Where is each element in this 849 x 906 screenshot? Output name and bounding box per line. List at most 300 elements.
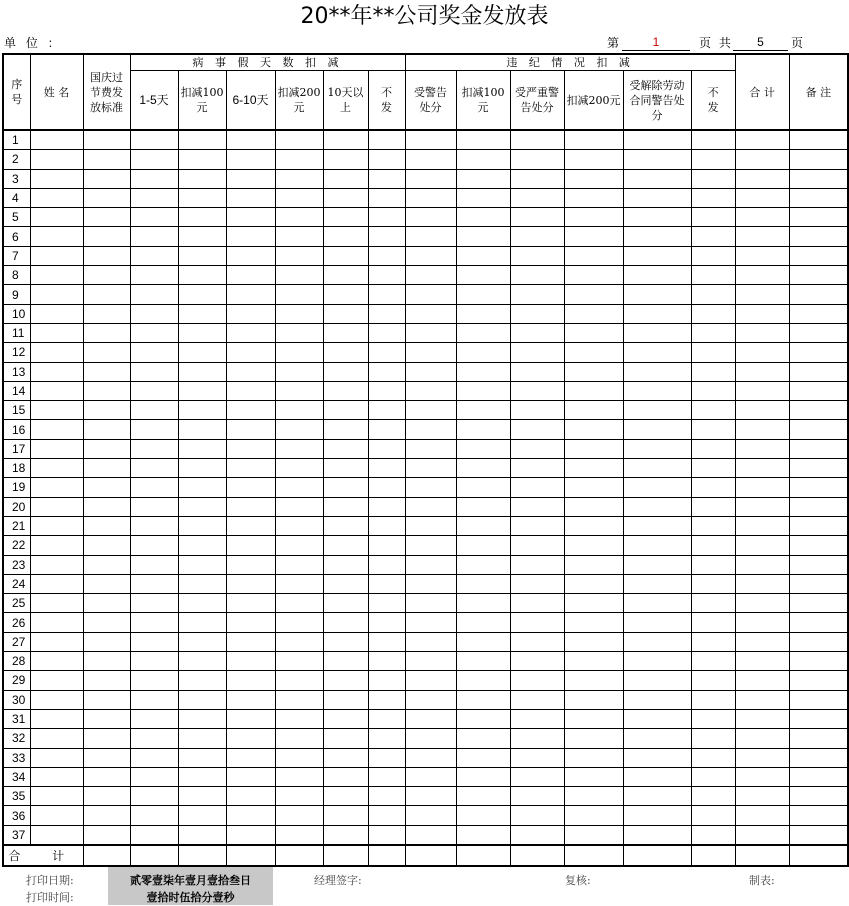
table-cell[interactable] — [130, 381, 178, 400]
table-cell[interactable] — [789, 729, 848, 748]
table-cell[interactable] — [691, 362, 735, 381]
table-cell[interactable] — [130, 266, 178, 285]
table-cell[interactable] — [130, 459, 178, 478]
table-cell[interactable] — [564, 671, 623, 690]
table-cell[interactable] — [405, 362, 456, 381]
table-cell[interactable] — [178, 729, 226, 748]
table-cell[interactable] — [178, 478, 226, 497]
table-cell[interactable] — [623, 266, 691, 285]
table-cell[interactable] — [368, 227, 405, 246]
table-cell[interactable] — [275, 536, 323, 555]
table-cell[interactable] — [323, 632, 368, 651]
table-cell[interactable] — [368, 478, 405, 497]
table-cell[interactable] — [275, 420, 323, 439]
table-cell[interactable] — [691, 555, 735, 574]
table-cell[interactable] — [789, 439, 848, 458]
table-cell[interactable] — [735, 362, 789, 381]
table-cell[interactable] — [735, 497, 789, 516]
table-cell[interactable] — [323, 671, 368, 690]
table-cell[interactable] — [510, 169, 564, 188]
total-cell[interactable] — [226, 845, 275, 866]
table-cell[interactable] — [623, 690, 691, 709]
table-cell[interactable] — [405, 285, 456, 304]
table-cell[interactable] — [405, 169, 456, 188]
table-cell[interactable] — [323, 767, 368, 786]
table-cell[interactable] — [405, 709, 456, 728]
table-cell[interactable] — [226, 516, 275, 535]
table-cell[interactable] — [735, 150, 789, 169]
table-cell[interactable] — [691, 787, 735, 806]
table-cell[interactable] — [691, 767, 735, 786]
table-cell[interactable] — [456, 188, 510, 207]
total-cell[interactable] — [456, 845, 510, 866]
table-cell[interactable] — [564, 478, 623, 497]
table-cell[interactable] — [275, 613, 323, 632]
table-cell[interactable] — [510, 362, 564, 381]
table-cell[interactable] — [83, 516, 130, 535]
table-cell[interactable] — [789, 130, 848, 150]
table-cell[interactable] — [623, 188, 691, 207]
table-cell[interactable] — [130, 613, 178, 632]
table-cell[interactable] — [735, 266, 789, 285]
table-cell[interactable] — [83, 401, 130, 420]
table-cell[interactable] — [623, 729, 691, 748]
table-cell[interactable] — [510, 459, 564, 478]
table-cell[interactable] — [178, 555, 226, 574]
table-cell[interactable] — [735, 478, 789, 497]
table-cell[interactable] — [30, 420, 83, 439]
table-cell[interactable] — [275, 362, 323, 381]
table-cell[interactable] — [405, 690, 456, 709]
table-cell[interactable] — [691, 188, 735, 207]
table-cell[interactable] — [623, 709, 691, 728]
table-cell[interactable] — [456, 594, 510, 613]
table-cell[interactable] — [368, 343, 405, 362]
table-cell[interactable] — [564, 401, 623, 420]
table-cell[interactable] — [130, 323, 178, 342]
table-cell[interactable] — [623, 439, 691, 458]
table-cell[interactable] — [510, 150, 564, 169]
table-cell[interactable] — [456, 632, 510, 651]
table-cell[interactable] — [623, 478, 691, 497]
table-cell[interactable] — [623, 555, 691, 574]
table-cell[interactable] — [789, 169, 848, 188]
table-cell[interactable] — [226, 536, 275, 555]
table-cell[interactable] — [623, 516, 691, 535]
table-cell[interactable] — [735, 227, 789, 246]
table-cell[interactable] — [83, 497, 130, 516]
table-cell[interactable] — [83, 594, 130, 613]
table-cell[interactable] — [226, 748, 275, 767]
table-cell[interactable] — [789, 632, 848, 651]
table-cell[interactable] — [323, 652, 368, 671]
table-cell[interactable] — [510, 497, 564, 516]
table-cell[interactable] — [456, 671, 510, 690]
table-cell[interactable] — [83, 671, 130, 690]
table-cell[interactable] — [564, 748, 623, 767]
table-cell[interactable] — [130, 285, 178, 304]
table-cell[interactable] — [130, 767, 178, 786]
table-cell[interactable] — [226, 497, 275, 516]
table-cell[interactable] — [178, 169, 226, 188]
total-cell[interactable] — [510, 845, 564, 866]
table-cell[interactable] — [368, 130, 405, 150]
table-cell[interactable] — [368, 516, 405, 535]
table-cell[interactable] — [623, 497, 691, 516]
table-cell[interactable] — [691, 594, 735, 613]
table-cell[interactable] — [691, 825, 735, 845]
table-cell[interactable] — [30, 323, 83, 342]
total-cell[interactable] — [323, 845, 368, 866]
table-cell[interactable] — [623, 574, 691, 593]
table-cell[interactable] — [83, 266, 130, 285]
table-cell[interactable] — [368, 632, 405, 651]
table-cell[interactable] — [130, 536, 178, 555]
table-cell[interactable] — [30, 536, 83, 555]
table-cell[interactable] — [130, 150, 178, 169]
table-cell[interactable] — [564, 574, 623, 593]
table-cell[interactable] — [735, 246, 789, 265]
table-cell[interactable] — [83, 748, 130, 767]
table-cell[interactable] — [789, 497, 848, 516]
table-cell[interactable] — [623, 343, 691, 362]
table-cell[interactable] — [130, 169, 178, 188]
table-cell[interactable] — [735, 709, 789, 728]
table-cell[interactable] — [564, 825, 623, 845]
table-cell[interactable] — [510, 632, 564, 651]
table-cell[interactable] — [456, 825, 510, 845]
table-cell[interactable] — [564, 594, 623, 613]
table-cell[interactable] — [789, 459, 848, 478]
table-cell[interactable] — [275, 130, 323, 150]
table-cell[interactable] — [226, 208, 275, 227]
table-cell[interactable] — [226, 574, 275, 593]
total-cell[interactable] — [405, 845, 456, 866]
table-cell[interactable] — [510, 825, 564, 845]
table-cell[interactable] — [368, 787, 405, 806]
table-cell[interactable] — [83, 613, 130, 632]
table-cell[interactable] — [510, 536, 564, 555]
table-cell[interactable] — [735, 767, 789, 786]
table-cell[interactable] — [130, 208, 178, 227]
table-cell[interactable] — [564, 130, 623, 150]
table-cell[interactable] — [30, 555, 83, 574]
table-cell[interactable] — [130, 787, 178, 806]
table-cell[interactable] — [405, 516, 456, 535]
table-cell[interactable] — [130, 343, 178, 362]
table-cell[interactable] — [275, 208, 323, 227]
table-cell[interactable] — [735, 169, 789, 188]
table-cell[interactable] — [30, 459, 83, 478]
table-cell[interactable] — [564, 227, 623, 246]
table-cell[interactable] — [226, 285, 275, 304]
table-cell[interactable] — [623, 787, 691, 806]
table-cell[interactable] — [789, 304, 848, 323]
table-cell[interactable] — [789, 323, 848, 342]
table-cell[interactable] — [83, 555, 130, 574]
table-cell[interactable] — [323, 227, 368, 246]
table-cell[interactable] — [405, 130, 456, 150]
table-cell[interactable] — [130, 690, 178, 709]
table-cell[interactable] — [691, 574, 735, 593]
table-cell[interactable] — [83, 787, 130, 806]
table-cell[interactable] — [368, 613, 405, 632]
table-cell[interactable] — [510, 343, 564, 362]
table-cell[interactable] — [30, 652, 83, 671]
table-cell[interactable] — [405, 381, 456, 400]
table-cell[interactable] — [789, 613, 848, 632]
table-cell[interactable] — [178, 613, 226, 632]
table-cell[interactable] — [30, 574, 83, 593]
table-cell[interactable] — [178, 690, 226, 709]
table-cell[interactable] — [178, 246, 226, 265]
table-cell[interactable] — [691, 748, 735, 767]
table-cell[interactable] — [456, 439, 510, 458]
table-cell[interactable] — [178, 401, 226, 420]
table-cell[interactable] — [275, 555, 323, 574]
table-cell[interactable] — [226, 266, 275, 285]
table-cell[interactable] — [226, 130, 275, 150]
table-cell[interactable] — [83, 304, 130, 323]
table-cell[interactable] — [510, 285, 564, 304]
table-cell[interactable] — [323, 130, 368, 150]
table-cell[interactable] — [510, 130, 564, 150]
table-cell[interactable] — [30, 613, 83, 632]
table-cell[interactable] — [226, 304, 275, 323]
table-cell[interactable] — [323, 439, 368, 458]
table-cell[interactable] — [83, 767, 130, 786]
table-cell[interactable] — [323, 787, 368, 806]
table-cell[interactable] — [323, 594, 368, 613]
table-cell[interactable] — [405, 304, 456, 323]
table-cell[interactable] — [735, 825, 789, 845]
table-cell[interactable] — [30, 671, 83, 690]
table-cell[interactable] — [226, 323, 275, 342]
table-cell[interactable] — [275, 516, 323, 535]
table-cell[interactable] — [368, 401, 405, 420]
table-cell[interactable] — [789, 748, 848, 767]
table-cell[interactable] — [735, 690, 789, 709]
table-cell[interactable] — [691, 266, 735, 285]
table-cell[interactable] — [226, 632, 275, 651]
table-cell[interactable] — [623, 323, 691, 342]
table-cell[interactable] — [275, 767, 323, 786]
table-cell[interactable] — [130, 246, 178, 265]
table-cell[interactable] — [691, 497, 735, 516]
table-cell[interactable] — [564, 459, 623, 478]
table-cell[interactable] — [368, 709, 405, 728]
table-cell[interactable] — [275, 150, 323, 169]
table-cell[interactable] — [178, 188, 226, 207]
table-cell[interactable] — [405, 266, 456, 285]
table-cell[interactable] — [564, 266, 623, 285]
table-cell[interactable] — [226, 652, 275, 671]
table-cell[interactable] — [456, 208, 510, 227]
table-cell[interactable] — [83, 825, 130, 845]
table-cell[interactable] — [226, 246, 275, 265]
table-cell[interactable] — [623, 285, 691, 304]
table-cell[interactable] — [510, 574, 564, 593]
table-cell[interactable] — [275, 497, 323, 516]
table-cell[interactable] — [178, 709, 226, 728]
table-cell[interactable] — [564, 381, 623, 400]
table-cell[interactable] — [130, 478, 178, 497]
table-cell[interactable] — [510, 709, 564, 728]
table-cell[interactable] — [691, 130, 735, 150]
table-cell[interactable] — [623, 246, 691, 265]
table-cell[interactable] — [564, 169, 623, 188]
table-cell[interactable] — [226, 150, 275, 169]
table-cell[interactable] — [564, 150, 623, 169]
total-cell[interactable] — [789, 845, 848, 866]
table-cell[interactable] — [405, 613, 456, 632]
table-cell[interactable] — [691, 536, 735, 555]
table-cell[interactable] — [323, 497, 368, 516]
table-cell[interactable] — [130, 825, 178, 845]
table-cell[interactable] — [456, 227, 510, 246]
table-cell[interactable] — [735, 459, 789, 478]
table-cell[interactable] — [30, 729, 83, 748]
table-cell[interactable] — [368, 671, 405, 690]
table-cell[interactable] — [735, 381, 789, 400]
table-cell[interactable] — [405, 401, 456, 420]
table-cell[interactable] — [623, 381, 691, 400]
table-cell[interactable] — [405, 536, 456, 555]
table-cell[interactable] — [564, 690, 623, 709]
table-cell[interactable] — [30, 748, 83, 767]
table-cell[interactable] — [323, 613, 368, 632]
table-cell[interactable] — [83, 208, 130, 227]
table-cell[interactable] — [275, 594, 323, 613]
table-cell[interactable] — [405, 497, 456, 516]
table-cell[interactable] — [510, 246, 564, 265]
table-cell[interactable] — [691, 169, 735, 188]
table-cell[interactable] — [226, 767, 275, 786]
table-cell[interactable] — [226, 709, 275, 728]
table-cell[interactable] — [789, 150, 848, 169]
table-cell[interactable] — [564, 613, 623, 632]
table-cell[interactable] — [623, 362, 691, 381]
table-cell[interactable] — [226, 362, 275, 381]
table-cell[interactable] — [130, 420, 178, 439]
table-cell[interactable] — [30, 208, 83, 227]
table-cell[interactable] — [130, 748, 178, 767]
table-cell[interactable] — [735, 516, 789, 535]
total-cell[interactable] — [368, 845, 405, 866]
table-cell[interactable] — [405, 729, 456, 748]
total-cell[interactable] — [623, 845, 691, 866]
table-cell[interactable] — [456, 767, 510, 786]
table-cell[interactable] — [456, 690, 510, 709]
table-cell[interactable] — [323, 285, 368, 304]
table-cell[interactable] — [30, 594, 83, 613]
table-cell[interactable] — [564, 420, 623, 439]
table-cell[interactable] — [564, 208, 623, 227]
table-cell[interactable] — [735, 439, 789, 458]
table-cell[interactable] — [623, 130, 691, 150]
table-cell[interactable] — [323, 266, 368, 285]
table-cell[interactable] — [30, 304, 83, 323]
table-cell[interactable] — [323, 690, 368, 709]
table-cell[interactable] — [456, 709, 510, 728]
table-cell[interactable] — [405, 478, 456, 497]
table-cell[interactable] — [405, 420, 456, 439]
table-cell[interactable] — [405, 825, 456, 845]
table-cell[interactable] — [178, 227, 226, 246]
table-cell[interactable] — [178, 594, 226, 613]
table-cell[interactable] — [623, 459, 691, 478]
table-cell[interactable] — [735, 613, 789, 632]
table-cell[interactable] — [735, 401, 789, 420]
table-cell[interactable] — [789, 362, 848, 381]
table-cell[interactable] — [564, 343, 623, 362]
table-cell[interactable] — [735, 574, 789, 593]
table-cell[interactable] — [456, 150, 510, 169]
table-cell[interactable] — [226, 555, 275, 574]
table-cell[interactable] — [564, 787, 623, 806]
table-cell[interactable] — [691, 709, 735, 728]
table-cell[interactable] — [564, 304, 623, 323]
table-cell[interactable] — [405, 632, 456, 651]
table-cell[interactable] — [323, 748, 368, 767]
table-cell[interactable] — [83, 439, 130, 458]
table-cell[interactable] — [275, 709, 323, 728]
table-cell[interactable] — [83, 536, 130, 555]
table-cell[interactable] — [405, 246, 456, 265]
table-cell[interactable] — [735, 555, 789, 574]
table-cell[interactable] — [510, 613, 564, 632]
table-cell[interactable] — [368, 285, 405, 304]
table-cell[interactable] — [456, 266, 510, 285]
table-cell[interactable] — [130, 555, 178, 574]
table-cell[interactable] — [275, 459, 323, 478]
table-cell[interactable] — [178, 497, 226, 516]
table-cell[interactable] — [83, 709, 130, 728]
table-cell[interactable] — [623, 169, 691, 188]
table-cell[interactable] — [323, 304, 368, 323]
table-cell[interactable] — [510, 787, 564, 806]
table-cell[interactable] — [789, 536, 848, 555]
table-cell[interactable] — [226, 343, 275, 362]
table-cell[interactable] — [564, 323, 623, 342]
table-cell[interactable] — [323, 343, 368, 362]
table-cell[interactable] — [368, 729, 405, 748]
table-cell[interactable] — [178, 671, 226, 690]
table-cell[interactable] — [735, 323, 789, 342]
table-cell[interactable] — [691, 150, 735, 169]
table-cell[interactable] — [30, 227, 83, 246]
table-cell[interactable] — [130, 709, 178, 728]
table-cell[interactable] — [275, 323, 323, 342]
table-cell[interactable] — [130, 497, 178, 516]
table-cell[interactable] — [623, 536, 691, 555]
table-cell[interactable] — [789, 478, 848, 497]
table-cell[interactable] — [226, 690, 275, 709]
table-cell[interactable] — [510, 748, 564, 767]
table-cell[interactable] — [130, 516, 178, 535]
table-cell[interactable] — [789, 690, 848, 709]
table-cell[interactable] — [178, 362, 226, 381]
table-cell[interactable] — [456, 574, 510, 593]
total-cell[interactable] — [691, 845, 735, 866]
table-cell[interactable] — [275, 169, 323, 188]
table-cell[interactable] — [275, 748, 323, 767]
table-cell[interactable] — [323, 709, 368, 728]
table-cell[interactable] — [623, 748, 691, 767]
table-cell[interactable] — [30, 478, 83, 497]
table-cell[interactable] — [275, 574, 323, 593]
table-cell[interactable] — [178, 652, 226, 671]
